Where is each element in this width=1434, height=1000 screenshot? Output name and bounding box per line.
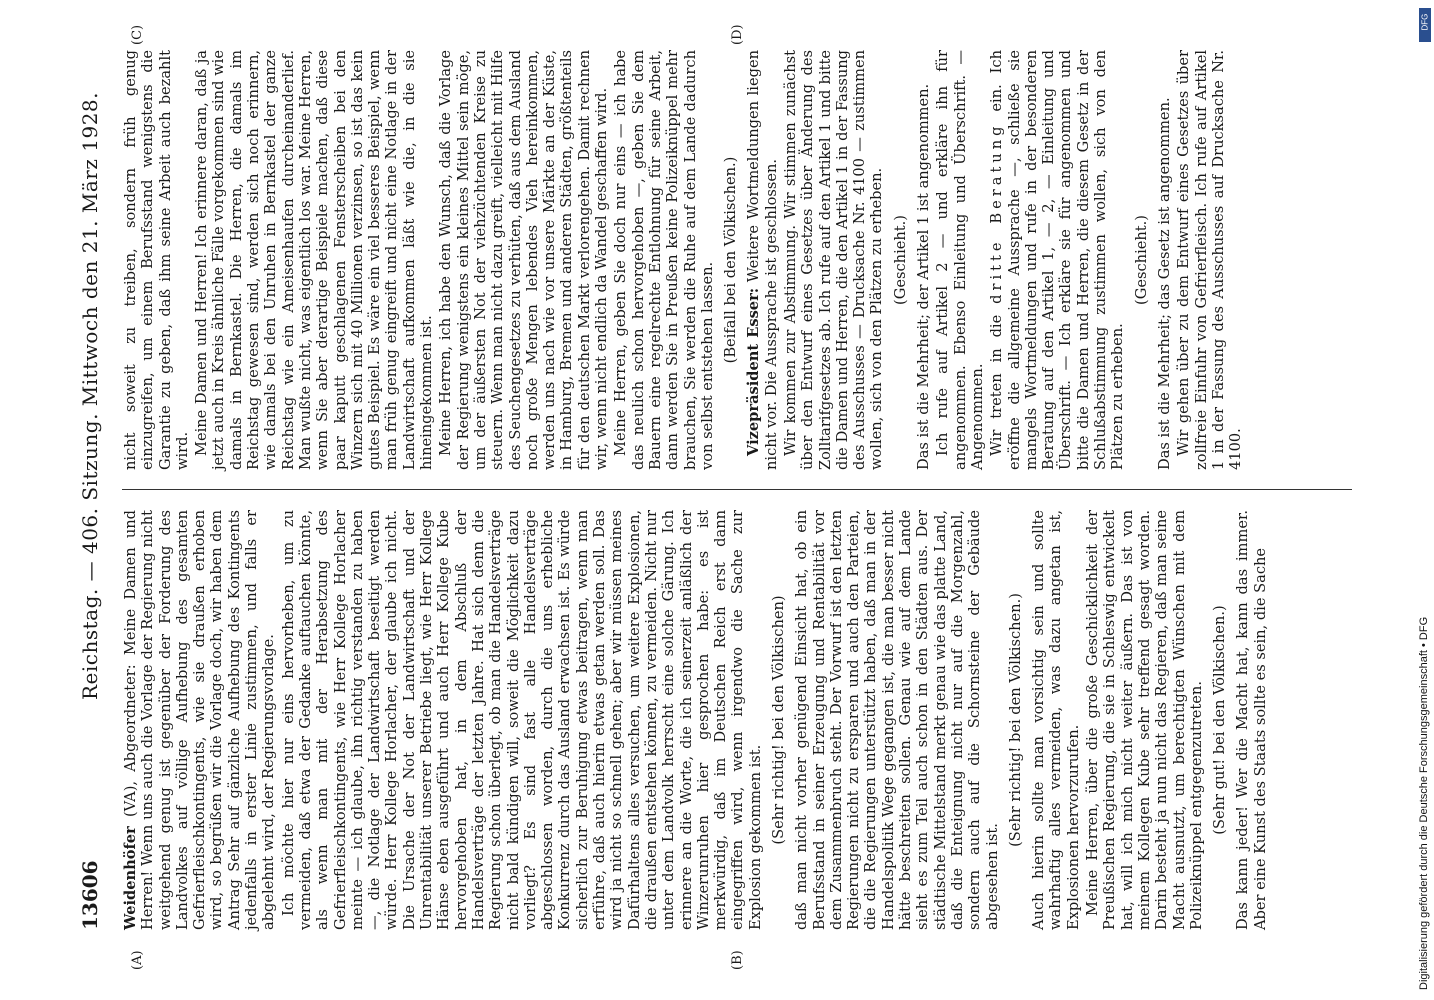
paragraph: Ich möchte hier nur eins hervorheben, um zu vermeiden, daß etwa der Gedanke auftauchen könnte, als wenn man mit der Herabsetzung des Gefrierfleischkontingents, wie Herr Kollege Horlacher meinte — ich glaube, ihn richtig verstanden zu haben —, die Notlage der Landwirtschaft beseitigt werden würde. Herr Kollege Horlacher, der glaube ich nicht. Die Ursache der Not der Landwirtschaft und der Unrentabilität unserer Betriebe liegt, wie Herr Kollege Hänse eben ausgeführt und auch Herr Kollege Kube hervorgehoben hat, in dem Abschluß der Handelsverträge der letzten Jahre. Hat sich denn die Regierung schon überlegt, ob man die Handelsverträge nicht bald kündigen will, soweit die Möglichkeit dazu vorliegt? Es sind fast alle Handelsverträge abgeschlossen worden, durch die uns erhebliche Konkurrenz durch das Ausland erwachsen ist. Es würde sicherlich zur Beruhigung etwas beitragen, wenn man erführe, daß auch hierin etwas getan werden soll. Das wird ja nicht so schnell gehen; aber wir müssen meines Dafürhaltens alles versuchen, um weitere Explosionen, die draußen entstehen können, zu vermeiden. Nicht nur unter dem Landvolk herrscht eine solche Gärung. Ich erinnere an die Worte, die ich seinerzeit anläßlich der Winzerunruhen hier gesprochen habe: es ist merkwürdig, daß im Deutschen Reich erst dann eingegriffen wird, wenn irgendwo die Sache zur Explosion gekommen ist. bbox=[279, 510, 764, 930]
funding-credit: Digitalisierung gefördert durch die Deutsche Forschungsgemeinschaft • DFG bbox=[1418, 616, 1430, 990]
paragraph-text: Weitere Wortmeldungen liegen nicht vor. Die Aussprache ist geschlossen. bbox=[745, 50, 780, 470]
paragraph: Wir kommen zur Abstimmung. Wir stimmen zunächst über den Entwurf eines Gesetzes über Änderung des Zolltarifgesetzes ab. Ich rufe auf den Artikel 1 und bitte die Damen und Herren, die den Artikel 1 in der Fassung des Ausschusses — Drucksache Nr. 4100 — zustimmen wollen, sich von den Plätzen zu erheben. bbox=[781, 50, 886, 470]
interjection: (Sehr richtig! bei den Völkischen.) bbox=[1006, 593, 1024, 847]
dfg-logo-text: DFG bbox=[1420, 13, 1430, 31]
paragraph: Meine Damen und Herren! Ich erinnere daran, daß ja jetzt auch in Kreis ähnliche Fälle vorgekommen sind wie damals in Bernkastel. Die Herren, die damals im Reichstag gewesen sind, werden sich noch erinnern, wie damals bei den Unruhen in Bernkastel der ganze Reichstag wie ein Ameisenhaufen durcheinanderlief. Man wußte nicht, was eigentlich los war. Meine Herren, wenn Sie aber derartige Beispiele machen, daß diese paar kaputt geschlagenen Fensterscheiben bei den Winzern sich mit 40 Millionen verzinsen, so ist das kein gutes Beispiel. Es wäre ein viel besseres Beispiel, wenn man früh genug eingreift und nicht eine Notlage in der Landwirtschaft aufkommen läßt wie die, in die sie hineingekommen ist. bbox=[193, 50, 436, 470]
page-number: 13606 bbox=[78, 860, 102, 930]
rotated-page bbox=[70, 24, 1370, 970]
paragraph: Wir gehen über zu dem Entwurf eines Gesetzes über zollfreie Einfuhr von Gefrierfleisch. Ich rufe auf Artikel 1 in der Fassung des Ausschusses auf Drucksache Nr. 4100. bbox=[1175, 50, 1245, 470]
paragraph bbox=[745, 50, 780, 470]
column-divider bbox=[122, 489, 1352, 490]
paragraph bbox=[122, 510, 278, 930]
margin-marker-a: (A) bbox=[130, 950, 145, 970]
spaced-emphasis: dritte Beratung bbox=[988, 122, 1006, 304]
interjection: (Geschieht.) bbox=[1132, 215, 1150, 305]
running-head: Reichstag. — 406. Sitzung. Mittwoch den 21. März 1928. bbox=[78, 91, 102, 700]
speaker-name: Vizepräsident Esser: bbox=[745, 287, 763, 456]
paragraph: daß man nicht vorher genügend Einsicht hat, ob ein Berufsstand in seiner Erzeugung und Rentabilität vor dem Zusammenbruch steht. Der Vorwurf ist den letzten Regierungen nicht zu ersparen und auch den Parteien, die die Regierungen unterstützt haben, daß man in der Handelspolitik Wege gegangen ist, die man besser nicht hätte beschreiten sollen. Genau wie auf dem Lande sieht es zum Teil auch schon in den Städten aus. Der städtische Mittelstand merkt genau wie das platte Land, daß die Enteignung nicht nur auf die Morgenzahl, sondern auch auf die Schornsteine der Gebäude abgesehen ist. bbox=[793, 510, 1001, 930]
margin-marker-d: (D) bbox=[730, 24, 745, 45]
paragraph-text: Wir treten in die bbox=[988, 303, 1006, 456]
interjection: (Sehr gut! bei den Völkischen.) bbox=[1211, 605, 1229, 835]
paragraph: Meine Herren, geben Sie doch nur eins — ich habe das neulich schon hervorgehoben —, geben Sie dem Bauern eine regelrechte Entlohnung für seine Arbeit, dann werden Sie in Preußen keine Polizeiknüppel mehr brauchen, Sie werden die Ruhe auf dem Lande dadurch von selbst entstehen lassen. bbox=[612, 50, 716, 470]
dfg-logo bbox=[1419, 8, 1431, 42]
paragraph-text: ein. Ich eröffne die allgemeine Aussprache —, schließe sie mangels Wortmeldungen und rufe in der besonderen Beratung auf den Artikel 1, — 2, — Einleitung und Überschrift. — Ich erkläre sie für angenommen und bitte die Damen und Herren, die diesem Gesetz in der Schlußabstimmung zustimmen wollen, sich von den Plätzen zu erheben. bbox=[988, 50, 1127, 470]
right-column bbox=[122, 50, 1246, 470]
paragraph: Das kann jeder! Wer die Macht hat, kann das immer. Aber eine Kunst des Staats sollte es sein, die Sache bbox=[1234, 510, 1269, 930]
paragraph: Auch hierin sollte man vorsichtig sein und sollte wahrhaftig alles vermeiden, was dazu angetan ist, Explosionen hervorzurufen. bbox=[1030, 510, 1082, 930]
paragraph: Meine Herren, ich habe den Wunsch, daß die Vorlage der Regierung wenigstens ein kleines Mittel sein möge, um der äußersten Not der viehzüchtenden Kreise zu steuern. Wenn man nicht dazu greift, vielleicht mit Hilfe des Seuchengesetzes zu verhüten, daß aus dem Ausland noch große Mengen lebendes Vieh hereinkommen, werden uns nach wie vor unsere Märkte an der Küste, in Hamburg, Bremen und anderen Städten, größtenteils für den deutschen Markt verlorengehen. Damit rechnen wir, wenn nicht endlich da Wandel geschaffen wird. bbox=[437, 50, 611, 470]
margin-marker-c: (C) bbox=[130, 24, 145, 45]
margin-marker-b: (B) bbox=[730, 950, 745, 970]
speaker-name: Weidenhöfer bbox=[122, 826, 139, 930]
paragraph: Das ist die Mehrheit; das Gesetz ist angenommen. bbox=[1155, 97, 1173, 470]
page-header bbox=[70, 50, 110, 930]
interjection: (Geschieht.) bbox=[891, 215, 909, 305]
paragraph: Ich rufe auf Artikel 2 — und erkläre ihn für angenommen. Ebenso Einleitung und Überschrift. — Angenommen. bbox=[934, 50, 986, 470]
left-column bbox=[122, 510, 1271, 930]
paragraph-text: (VA), Abgeordneter: Meine Damen und Herren! Wenn uns auch die Vorlage der Regierung nicht weitgehend genug ist gegenüber der Forderung des Landvolkes auf völlige Aufhebung des gesamten Gefrierfleischkontingents, wie sie draußen erhoben wird, so begrüßen wir die Vorlage doch, wir haben dem Antrag Sehr auf gänzliche Aufhebung des Kontingents jedenfalls in erster Linie zustimmen, und falls er abgelehnt wird, der Regierungsvorlage. bbox=[122, 510, 278, 930]
paragraph: Das ist die Mehrheit; der Artikel 1 ist angenommen. bbox=[915, 83, 933, 470]
interjection: (Beifall bei den Völkischen.) bbox=[722, 156, 740, 364]
interjection: (Sehr richtig! bei den Völkischen) bbox=[769, 595, 787, 845]
paragraph: nicht soweit zu treiben, sondern früh genug einzugreifen, um einem Berufsstand wenigstens die Garantie zu geben, daß ihm seine Arbeit auch bezahlt wird. bbox=[122, 50, 191, 470]
paragraph: Meine Herren, über die große Geschicklichkeit der Preußischen Regierung, die sie in Schleswig entwickelt hat, will ich mich nicht weiter äußern. Das ist von meinem Kollegen Kube sehr treffend gesagt worden. Darin besteht ja nun nicht das Regieren, daß man seine Macht ausnutzt, um berechtigten Wünschen mit dem Polizeiknüppel entgegenzutreten. bbox=[1084, 510, 1205, 930]
paragraph bbox=[988, 50, 1126, 470]
